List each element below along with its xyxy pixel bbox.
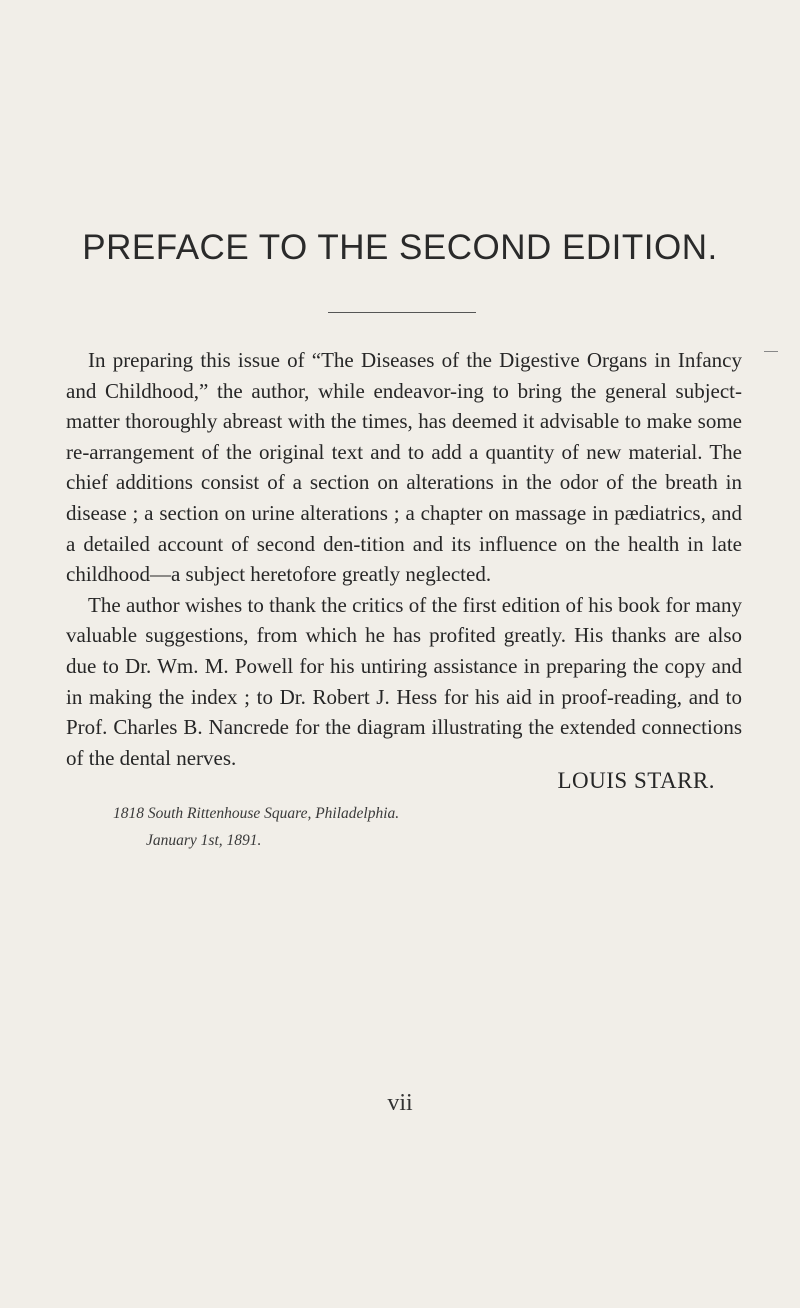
preface-date: January 1st, 1891. bbox=[146, 832, 262, 849]
paragraph-1: In preparing this issue of “The Diseases of the Digestive Organs in Infancy and Childhood,” the author, while endeavor-ing to bring the general subject-matter thoroughly abreast with the times, has deemed it advisable to make some re-arrangement of the original text and to add a quantity of new material. The chief additions consist of a section on alterations in the odor of the breath in disease ; a section on urine alterations ; a chapter on massage in pædiatrics, and a detailed account of second den-tition and its influence on the health in late childhood—a subject heretofore greatly neglected. bbox=[66, 348, 742, 587]
paragraph-2: The author wishes to thank the critics of the first edition of his book for many valuable suggestions, from which he has profited greatly. His thanks are also due to Dr. Wm. M. Powell for his untiring assistance in preparing the copy and in making the index ; to Dr. Robert J. Hess for his aid in proof-reading, and to Prof. Charles B. Nancrede for the diagram illustrating the extended connections of the dental nerves. bbox=[66, 592, 742, 770]
preface-body bbox=[66, 345, 742, 773]
margin-mark bbox=[764, 351, 778, 352]
page-title: PREFACE TO THE SECOND EDITION. bbox=[82, 228, 718, 267]
title-rule bbox=[328, 312, 476, 313]
author-signature: LOUIS STARR. bbox=[557, 768, 715, 793]
page-number: vii bbox=[387, 1090, 413, 1116]
author-address: 1818 South Rittenhouse Square, Philadelphia. bbox=[113, 805, 400, 822]
